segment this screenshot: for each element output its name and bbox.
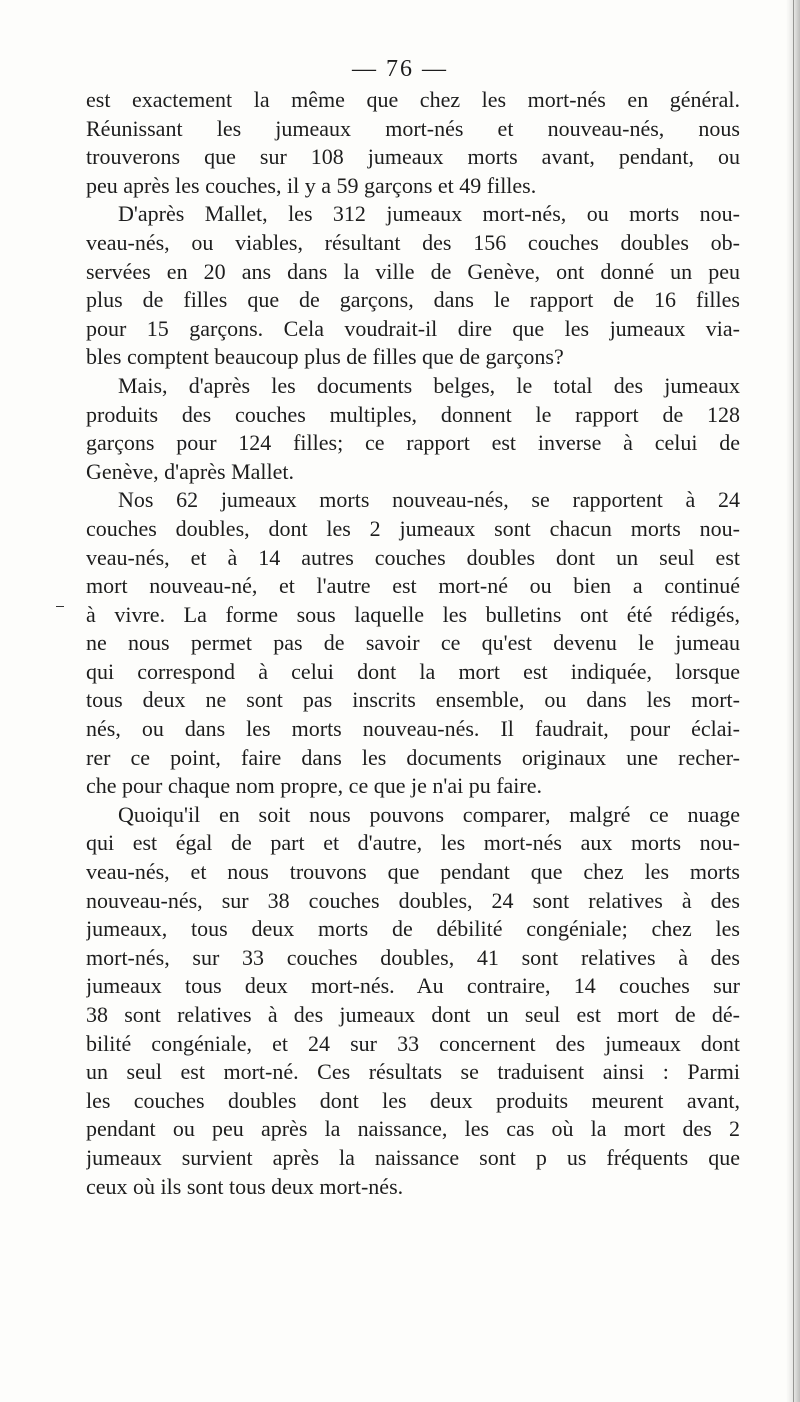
- text-line: servées en 20 ans dans la ville de Genève, ont donné un peu: [86, 258, 740, 284]
- text-line: Genève, d'après Mallet.: [86, 458, 294, 484]
- text-line: jumeaux tous deux mort-nés. Au contraire, 14 couches sur: [86, 973, 740, 999]
- page-number: — 76 —: [352, 56, 448, 82]
- text-line: pendant ou peu après la naissance, les cas où la mort des 2: [86, 1116, 740, 1142]
- text-line: Nos 62 jumeaux morts nouveau-nés, se rapportent à 24: [118, 487, 740, 513]
- text-line: qui correspond à celui dont la mort est indiquée, lorsque: [86, 658, 740, 684]
- text-line: pour 15 garçons. Cela voudrait-il dire que les jumeaux via-: [86, 315, 740, 341]
- text-line: jumeaux survient après la naissance sont p us fréquents que: [86, 1144, 740, 1170]
- text-line: plus de filles que de garçons, dans le rapport de 16 filles: [86, 287, 740, 313]
- margin-mark: [56, 606, 64, 607]
- text-line: qui est égal de part et d'autre, les mort-nés aux morts nou-: [86, 830, 740, 856]
- text-line: mort nouveau-né, et l'autre est mort-né ou bien a continué: [86, 573, 740, 599]
- text-line: nouveau-nés, sur 38 couches doubles, 24 sont relatives à des: [86, 887, 740, 913]
- text-line: rer ce point, faire dans les documents originaux une recher-: [86, 744, 740, 770]
- text-line: est exactement la même que chez les mort-nés en général.: [86, 87, 740, 112]
- text-line: veau-nés, ou viables, résultant des 156 couches doubles ob-: [86, 229, 740, 255]
- text-line: veau-nés, et à 14 autres couches doubles dont un seul est: [86, 544, 740, 570]
- text-line: Quoiqu'il en soit nous pouvons comparer, malgré ce nuage: [118, 801, 740, 827]
- text-line: jumeaux, tous deux morts de débilité congéniale; chez les: [86, 916, 740, 942]
- text-line: D'après Mallet, les 312 jumeaux mort-nés, ou morts nou-: [118, 201, 740, 227]
- text-line: bles comptent beaucoup plus de filles que de garçons?: [86, 344, 564, 370]
- text-line: peu après les couches, il y a 59 garçons et 49 filles.: [86, 172, 537, 198]
- text-line: un seul est mort-né. Ces résultats se traduisent ainsi : Parmi: [86, 1059, 740, 1085]
- page-edge-line: [793, 0, 794, 1402]
- text-line: à vivre. La forme sous laquelle les bulletins ont été rédigés,: [86, 601, 740, 627]
- text-line: che pour chaque nom propre, ce que je n'ai pu faire.: [86, 773, 542, 799]
- text-line: tous deux ne sont pas inscrits ensemble, ou dans les mort-: [86, 687, 740, 713]
- text-line: veau-nés, et nous trouvons que pendant que chez les morts: [86, 859, 740, 885]
- text-line: bilité congéniale, et 24 sur 33 concernent des jumeaux dont: [86, 1030, 740, 1056]
- text-line: ne nous permet pas de savoir ce qu'est devenu le jumeau: [86, 630, 740, 656]
- text-line: les couches doubles dont les deux produits meurent avant,: [86, 1087, 740, 1113]
- text-line: ceux où ils sont tous deux mort-nés.: [86, 1173, 404, 1199]
- text-line: nés, ou dans les morts nouveau-nés. Il faudrait, pour éclai-: [86, 716, 740, 742]
- text-line: produits des couches multiples, donnent le rapport de 128: [86, 401, 740, 427]
- text-line: mort-nés, sur 33 couches doubles, 41 sont relatives à des: [86, 944, 740, 970]
- text-line: Mais, d'après les documents belges, le total des jumeaux: [118, 372, 740, 398]
- body-text: [86, 86, 740, 1201]
- text-line: trouverons que sur 108 jumeaux morts avant, pendant, ou: [86, 144, 740, 170]
- text-line: Réunissant les jumeaux mort-nés et nouveau-nés, nous: [86, 115, 740, 141]
- text-line: couches doubles, dont les 2 jumeaux sont chacun morts nou-: [86, 515, 740, 541]
- text-line: 38 sont relatives à des jumeaux dont un seul est mort de dé-: [86, 1002, 740, 1027]
- text-line: garçons pour 124 filles; ce rapport est inverse à celui de: [86, 430, 740, 456]
